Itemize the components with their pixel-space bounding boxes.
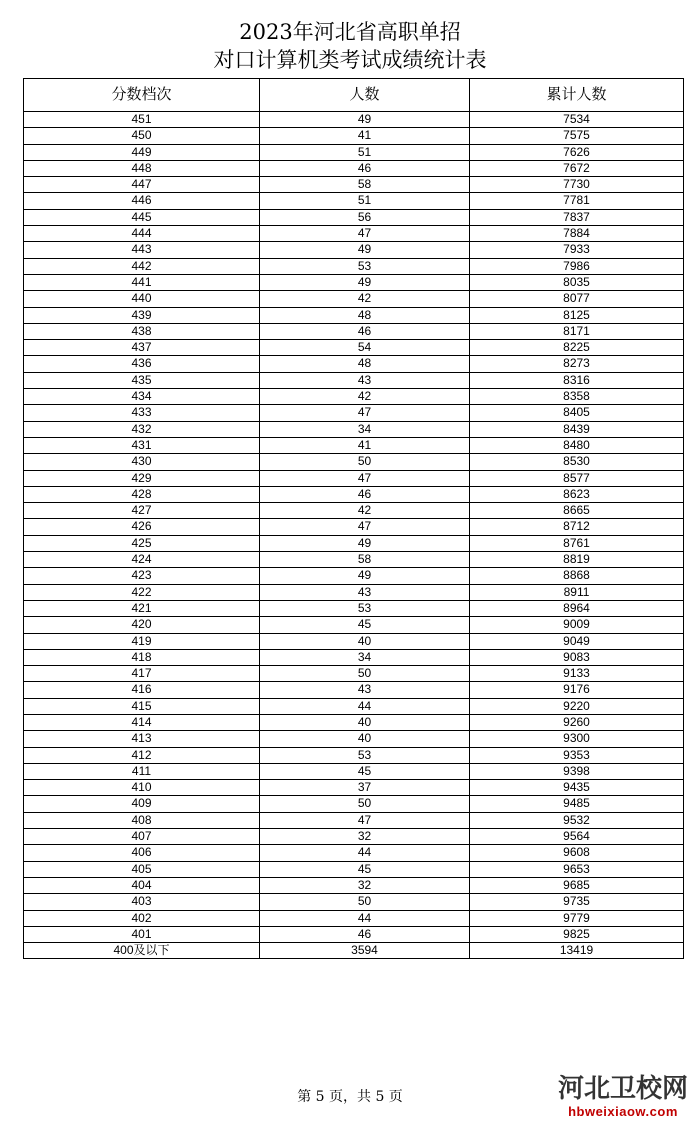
table-row — [24, 763, 684, 779]
table-row — [24, 943, 684, 959]
cell-count: 47 — [260, 519, 470, 535]
cell-count: 40 — [260, 731, 470, 747]
cell-cumulative-count: 8273 — [470, 356, 684, 372]
cell-count: 46 — [260, 926, 470, 942]
table-row — [24, 323, 684, 339]
cell-cumulative-count: 8077 — [470, 291, 684, 307]
cell-score-level: 413 — [24, 731, 260, 747]
cell-cumulative-count: 9009 — [470, 617, 684, 633]
cell-count: 51 — [260, 144, 470, 160]
cell-score-level: 424 — [24, 552, 260, 568]
cell-score-level: 423 — [24, 568, 260, 584]
table-row — [24, 535, 684, 551]
cell-count: 46 — [260, 323, 470, 339]
cell-score-level: 416 — [24, 682, 260, 698]
score-statistics-table — [23, 78, 684, 959]
cell-cumulative-count: 7626 — [470, 144, 684, 160]
header-score-level: 分数档次 — [24, 79, 260, 112]
table-row — [24, 356, 684, 372]
cell-cumulative-count: 9435 — [470, 780, 684, 796]
table-body — [24, 112, 684, 959]
table-row — [24, 291, 684, 307]
cell-count: 46 — [260, 486, 470, 502]
cell-count: 44 — [260, 910, 470, 926]
cell-score-level: 414 — [24, 714, 260, 730]
cell-count: 32 — [260, 877, 470, 893]
cell-count: 56 — [260, 209, 470, 225]
cell-score-level: 403 — [24, 894, 260, 910]
cell-count: 49 — [260, 568, 470, 584]
header-cumulative-count: 累计人数 — [470, 79, 684, 112]
cell-cumulative-count: 8712 — [470, 519, 684, 535]
cell-cumulative-count: 7534 — [470, 112, 684, 128]
cell-count: 50 — [260, 894, 470, 910]
table-row — [24, 160, 684, 176]
cell-cumulative-count: 9133 — [470, 666, 684, 682]
cell-count: 51 — [260, 193, 470, 209]
cell-cumulative-count: 9049 — [470, 633, 684, 649]
cell-cumulative-count: 9532 — [470, 812, 684, 828]
cell-score-level: 415 — [24, 698, 260, 714]
cell-score-level: 430 — [24, 454, 260, 470]
cell-cumulative-count: 8035 — [470, 274, 684, 290]
cell-score-level: 443 — [24, 242, 260, 258]
cell-score-level: 432 — [24, 421, 260, 437]
cell-count: 54 — [260, 340, 470, 356]
table-row — [24, 340, 684, 356]
cell-cumulative-count: 8225 — [470, 340, 684, 356]
table-row — [24, 910, 684, 926]
cell-count: 43 — [260, 372, 470, 388]
cell-score-level: 439 — [24, 307, 260, 323]
cell-count: 45 — [260, 617, 470, 633]
cell-score-level: 449 — [24, 144, 260, 160]
cell-count: 48 — [260, 356, 470, 372]
cell-score-level: 409 — [24, 796, 260, 812]
table-row — [24, 486, 684, 502]
cell-cumulative-count: 8819 — [470, 552, 684, 568]
cell-cumulative-count: 9685 — [470, 877, 684, 893]
cell-count: 47 — [260, 226, 470, 242]
cell-cumulative-count: 8171 — [470, 323, 684, 339]
table-row — [24, 405, 684, 421]
document-title-line1: 2023年河北省高职单招 — [239, 20, 461, 44]
cell-count: 43 — [260, 584, 470, 600]
cell-cumulative-count: 8577 — [470, 470, 684, 486]
table-row — [24, 666, 684, 682]
cell-score-level: 434 — [24, 389, 260, 405]
cell-score-level: 421 — [24, 600, 260, 616]
table-row — [24, 812, 684, 828]
cell-score-level: 442 — [24, 258, 260, 274]
table-row — [24, 926, 684, 942]
cell-cumulative-count: 9735 — [470, 894, 684, 910]
cell-score-level: 428 — [24, 486, 260, 502]
cell-score-level: 435 — [24, 372, 260, 388]
cell-cumulative-count: 7837 — [470, 209, 684, 225]
cell-count: 3594 — [260, 943, 470, 959]
table-row — [24, 829, 684, 845]
cell-score-level: 427 — [24, 503, 260, 519]
site-logo-url: hbweixiaow.com — [568, 1104, 678, 1119]
cell-cumulative-count: 9083 — [470, 649, 684, 665]
cell-score-level: 447 — [24, 177, 260, 193]
cell-count: 49 — [260, 242, 470, 258]
table-row — [24, 714, 684, 730]
cell-count: 41 — [260, 437, 470, 453]
cell-cumulative-count: 9485 — [470, 796, 684, 812]
cell-count: 47 — [260, 470, 470, 486]
cell-count: 44 — [260, 698, 470, 714]
cell-count: 40 — [260, 633, 470, 649]
table-row — [24, 877, 684, 893]
cell-cumulative-count: 9779 — [470, 910, 684, 926]
cell-cumulative-count: 9564 — [470, 829, 684, 845]
cell-cumulative-count: 8964 — [470, 600, 684, 616]
cell-cumulative-count: 13419 — [470, 943, 684, 959]
cell-count: 37 — [260, 780, 470, 796]
cell-score-level: 405 — [24, 861, 260, 877]
cell-cumulative-count: 8623 — [470, 486, 684, 502]
cell-cumulative-count: 8761 — [470, 535, 684, 551]
table-row — [24, 519, 684, 535]
cell-count: 34 — [260, 649, 470, 665]
table-row — [24, 112, 684, 128]
cell-count: 32 — [260, 829, 470, 845]
table-row — [24, 861, 684, 877]
table-row — [24, 454, 684, 470]
cell-count: 46 — [260, 160, 470, 176]
cell-cumulative-count: 9353 — [470, 747, 684, 763]
cell-count: 47 — [260, 812, 470, 828]
cell-cumulative-count: 9220 — [470, 698, 684, 714]
cell-count: 53 — [260, 600, 470, 616]
cell-count: 34 — [260, 421, 470, 437]
table-row — [24, 307, 684, 323]
cell-score-level: 438 — [24, 323, 260, 339]
table-row — [24, 600, 684, 616]
cell-count: 58 — [260, 177, 470, 193]
cell-score-level: 407 — [24, 829, 260, 845]
cell-cumulative-count: 9176 — [470, 682, 684, 698]
cell-cumulative-count: 8125 — [470, 307, 684, 323]
cell-cumulative-count: 8868 — [470, 568, 684, 584]
cell-score-level: 444 — [24, 226, 260, 242]
cell-score-level: 402 — [24, 910, 260, 926]
table-row — [24, 470, 684, 486]
table-row — [24, 617, 684, 633]
cell-count: 48 — [260, 307, 470, 323]
cell-score-level: 406 — [24, 845, 260, 861]
table-row — [24, 193, 684, 209]
table-row — [24, 437, 684, 453]
table-row — [24, 552, 684, 568]
cell-score-level: 448 — [24, 160, 260, 176]
cell-count: 45 — [260, 861, 470, 877]
cell-cumulative-count: 9300 — [470, 731, 684, 747]
cell-score-level: 425 — [24, 535, 260, 551]
cell-score-level: 451 — [24, 112, 260, 128]
cell-count: 42 — [260, 389, 470, 405]
header-count: 人数 — [260, 79, 470, 112]
cell-cumulative-count: 9398 — [470, 763, 684, 779]
cell-score-level: 440 — [24, 291, 260, 307]
cell-score-level: 400及以下 — [24, 943, 260, 959]
table-row — [24, 568, 684, 584]
cell-score-level: 412 — [24, 747, 260, 763]
cell-score-level: 418 — [24, 649, 260, 665]
table-header-row — [24, 79, 684, 112]
document-title-line2: 对口计算机类考试成绩统计表 — [213, 48, 487, 72]
cell-score-level: 436 — [24, 356, 260, 372]
cell-score-level: 445 — [24, 209, 260, 225]
table-row — [24, 372, 684, 388]
cell-count: 49 — [260, 274, 470, 290]
table-row — [24, 242, 684, 258]
cell-count: 53 — [260, 258, 470, 274]
cell-count: 50 — [260, 454, 470, 470]
cell-count: 47 — [260, 405, 470, 421]
table-row — [24, 894, 684, 910]
cell-count: 50 — [260, 796, 470, 812]
table-row — [24, 682, 684, 698]
cell-count: 43 — [260, 682, 470, 698]
cell-score-level: 408 — [24, 812, 260, 828]
cell-score-level: 417 — [24, 666, 260, 682]
cell-cumulative-count: 8530 — [470, 454, 684, 470]
table-row — [24, 389, 684, 405]
cell-count: 45 — [260, 763, 470, 779]
site-logo-name: 河北卫校网 — [557, 1074, 688, 1104]
cell-score-level: 401 — [24, 926, 260, 942]
table-row — [24, 177, 684, 193]
cell-cumulative-count: 8439 — [470, 421, 684, 437]
cell-score-level: 433 — [24, 405, 260, 421]
cell-count: 49 — [260, 112, 470, 128]
table-row — [24, 780, 684, 796]
table-row — [24, 144, 684, 160]
cell-score-level: 429 — [24, 470, 260, 486]
cell-count: 42 — [260, 503, 470, 519]
cell-count: 40 — [260, 714, 470, 730]
table-row — [24, 128, 684, 144]
site-logo — [548, 1074, 698, 1126]
cell-count: 53 — [260, 747, 470, 763]
cell-cumulative-count: 7575 — [470, 128, 684, 144]
cell-cumulative-count: 8316 — [470, 372, 684, 388]
cell-cumulative-count: 7672 — [470, 160, 684, 176]
table-row — [24, 649, 684, 665]
cell-score-level: 450 — [24, 128, 260, 144]
table-row — [24, 503, 684, 519]
cell-cumulative-count: 9825 — [470, 926, 684, 942]
cell-cumulative-count: 7986 — [470, 258, 684, 274]
cell-count: 41 — [260, 128, 470, 144]
cell-score-level: 419 — [24, 633, 260, 649]
table-row — [24, 584, 684, 600]
cell-cumulative-count: 8911 — [470, 584, 684, 600]
table-row — [24, 226, 684, 242]
table-row — [24, 258, 684, 274]
table-row — [24, 209, 684, 225]
cell-score-level: 446 — [24, 193, 260, 209]
cell-score-level: 437 — [24, 340, 260, 356]
cell-count: 58 — [260, 552, 470, 568]
cell-cumulative-count: 8358 — [470, 389, 684, 405]
cell-score-level: 441 — [24, 274, 260, 290]
table-row — [24, 421, 684, 437]
cell-score-level: 420 — [24, 617, 260, 633]
cell-cumulative-count: 8480 — [470, 437, 684, 453]
cell-score-level: 422 — [24, 584, 260, 600]
table-row — [24, 633, 684, 649]
cell-count: 50 — [260, 666, 470, 682]
table-row — [24, 747, 684, 763]
cell-cumulative-count: 7884 — [470, 226, 684, 242]
cell-score-level: 411 — [24, 763, 260, 779]
table-row — [24, 274, 684, 290]
page-number-footer: 第 5 页，共 5 页 — [297, 1089, 403, 1105]
cell-cumulative-count: 7781 — [470, 193, 684, 209]
cell-cumulative-count: 9608 — [470, 845, 684, 861]
cell-count: 49 — [260, 535, 470, 551]
cell-score-level: 410 — [24, 780, 260, 796]
cell-count: 42 — [260, 291, 470, 307]
table-row — [24, 731, 684, 747]
table-row — [24, 698, 684, 714]
cell-cumulative-count: 7933 — [470, 242, 684, 258]
cell-score-level: 431 — [24, 437, 260, 453]
table-row — [24, 845, 684, 861]
cell-cumulative-count: 8665 — [470, 503, 684, 519]
cell-cumulative-count: 7730 — [470, 177, 684, 193]
cell-cumulative-count: 9653 — [470, 861, 684, 877]
cell-score-level: 404 — [24, 877, 260, 893]
cell-cumulative-count: 9260 — [470, 714, 684, 730]
cell-cumulative-count: 8405 — [470, 405, 684, 421]
cell-score-level: 426 — [24, 519, 260, 535]
cell-count: 44 — [260, 845, 470, 861]
table-row — [24, 796, 684, 812]
